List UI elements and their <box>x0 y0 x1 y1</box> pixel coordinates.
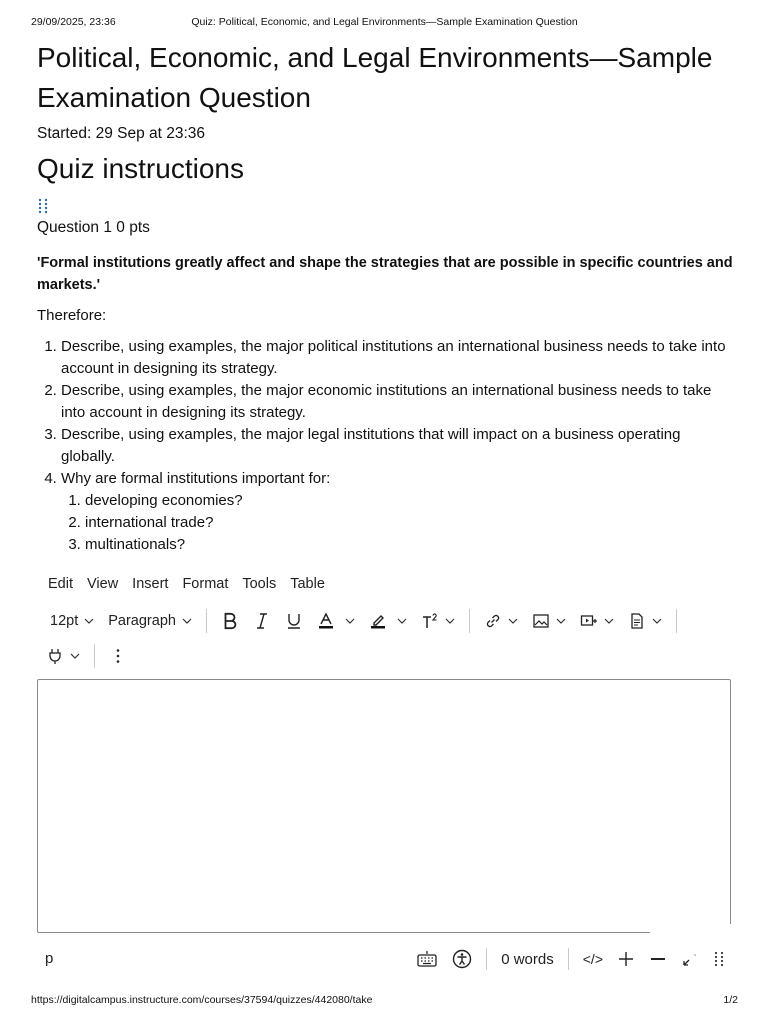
plug-icon <box>46 647 64 665</box>
highlight-color-button[interactable] <box>369 612 407 630</box>
print-footer <box>31 994 738 1008</box>
block-format-value: Paragraph <box>108 613 176 629</box>
block-format-dropdown[interactable] <box>108 613 192 629</box>
keyboard-icon <box>416 950 438 968</box>
toolbar-separator <box>94 644 95 668</box>
chevron-down-icon <box>345 618 355 624</box>
minus-icon <box>649 950 667 968</box>
editor-corner-mask <box>650 924 732 934</box>
link-button[interactable] <box>484 612 518 630</box>
resize-handle[interactable] <box>713 950 725 968</box>
question-item: 3. Describe, using examples, the major legal institutions that will impact on a business operating globally. <box>61 424 737 468</box>
font-size-value: 12pt <box>50 613 79 629</box>
zoom-in-button[interactable] <box>617 950 635 968</box>
question-quote: 'Formal institutions greatly affect and shape the strategies that are possible in specific countries and markets.' <box>37 255 733 293</box>
statusbar-separator <box>486 948 487 970</box>
html-toggle-label: </> <box>582 951 603 967</box>
html-editor-toggle[interactable] <box>583 951 603 967</box>
media-button[interactable] <box>580 612 614 630</box>
italic-button[interactable] <box>253 612 271 630</box>
editor-menubar <box>48 576 339 596</box>
document-button[interactable] <box>628 612 662 630</box>
element-path[interactable]: p <box>45 950 54 967</box>
accessibility-icon <box>452 949 472 969</box>
word-count-button[interactable] <box>501 951 554 968</box>
italic-icon <box>253 612 271 630</box>
print-header <box>31 16 738 30</box>
more-vertical-icon <box>109 647 127 665</box>
word-count: 0 words <box>501 950 554 968</box>
question-sub-item: 3. multinationals? <box>85 534 737 556</box>
superscript-button[interactable] <box>421 612 455 630</box>
editor-statusbar <box>37 944 731 974</box>
zoom-out-button[interactable] <box>649 950 667 968</box>
chevron-down-icon <box>445 618 455 624</box>
menu-edit[interactable]: Edit <box>48 576 73 592</box>
question-sub-item: 1. developing economies? <box>85 490 737 512</box>
drag-handle-icon[interactable] <box>37 198 49 214</box>
chevron-down-icon <box>397 618 407 624</box>
menu-view[interactable]: View <box>87 576 119 592</box>
menu-table[interactable]: Table <box>290 576 325 592</box>
link-icon <box>484 612 502 630</box>
toolbar-separator <box>206 609 207 633</box>
chevron-down-icon <box>604 618 614 624</box>
page-title: Political, Economic, and Legal Environments—Sample Examination Question <box>37 42 713 113</box>
chevron-down-icon <box>652 618 662 624</box>
toolbar-separator <box>676 609 677 633</box>
print-title: Quiz: Political, Economic, and Legal Environments—Sample Examination Question <box>191 16 578 28</box>
text-color-icon <box>317 612 335 630</box>
question-sub-list <box>61 490 737 556</box>
question-item: 2. Describe, using examples, the major economic institutions an international business needs to take into account in designing its strategy. <box>61 380 737 424</box>
statusbar-controls <box>402 944 731 974</box>
image-icon <box>532 612 550 630</box>
menu-tools[interactable]: Tools <box>242 576 277 592</box>
print-url: https://digitalcampus.instructure.com/courses/37594/quizzes/442080/take <box>31 994 373 1006</box>
editor-toolbar <box>40 607 691 635</box>
question-header: Question 1 0 pts <box>37 219 150 236</box>
underline-button[interactable] <box>285 612 303 630</box>
highlighter-icon <box>369 612 387 630</box>
question-sub-item: 2. international trade? <box>85 512 737 534</box>
statusbar-separator <box>568 948 569 970</box>
chevron-down-icon <box>182 618 192 624</box>
more-options-button[interactable] <box>109 647 127 665</box>
underline-icon <box>285 612 303 630</box>
media-icon <box>580 612 598 630</box>
question-item <box>61 468 737 556</box>
font-size-dropdown[interactable] <box>40 613 94 629</box>
chevron-down-icon <box>84 618 94 624</box>
text-color-button[interactable] <box>317 612 355 630</box>
question-list <box>37 336 737 556</box>
apps-plugin-button[interactable] <box>40 647 80 665</box>
quiz-instructions-heading: Quiz instructions <box>37 153 244 184</box>
drag-grip-icon <box>713 950 725 968</box>
image-button[interactable] <box>532 612 566 630</box>
print-page-number: 1/2 <box>723 994 738 1006</box>
editor-toolbar-row-2 <box>40 642 141 670</box>
keyboard-shortcuts-button[interactable] <box>416 950 438 968</box>
question-item-text: Why are formal institutions important for: <box>61 470 331 487</box>
quiz-content <box>37 38 737 556</box>
menu-insert[interactable]: Insert <box>132 576 169 592</box>
plus-icon <box>617 950 635 968</box>
accessibility-checker-button[interactable] <box>452 949 472 969</box>
question-item: 1. Describe, using examples, the major political institutions an international business needs to take into account in designing its strategy. <box>61 336 737 380</box>
chevron-down-icon <box>556 618 566 624</box>
fullscreen-button[interactable] <box>681 950 699 968</box>
toolbar-separator <box>469 609 470 633</box>
question-therefore: Therefore: <box>37 307 107 324</box>
answer-editor[interactable] <box>37 679 731 933</box>
chevron-down-icon <box>508 618 518 624</box>
print-datetime: 29/09/2025, 23:36 <box>31 16 116 28</box>
bold-button[interactable] <box>221 612 239 630</box>
document-icon <box>628 612 646 630</box>
superscript-icon <box>421 612 439 630</box>
expand-icon <box>681 950 699 968</box>
bold-icon <box>221 612 239 630</box>
menu-format[interactable]: Format <box>182 576 229 592</box>
chevron-down-icon <box>70 653 80 659</box>
started-timestamp: Started: 29 Sep at 23:36 <box>37 125 206 142</box>
